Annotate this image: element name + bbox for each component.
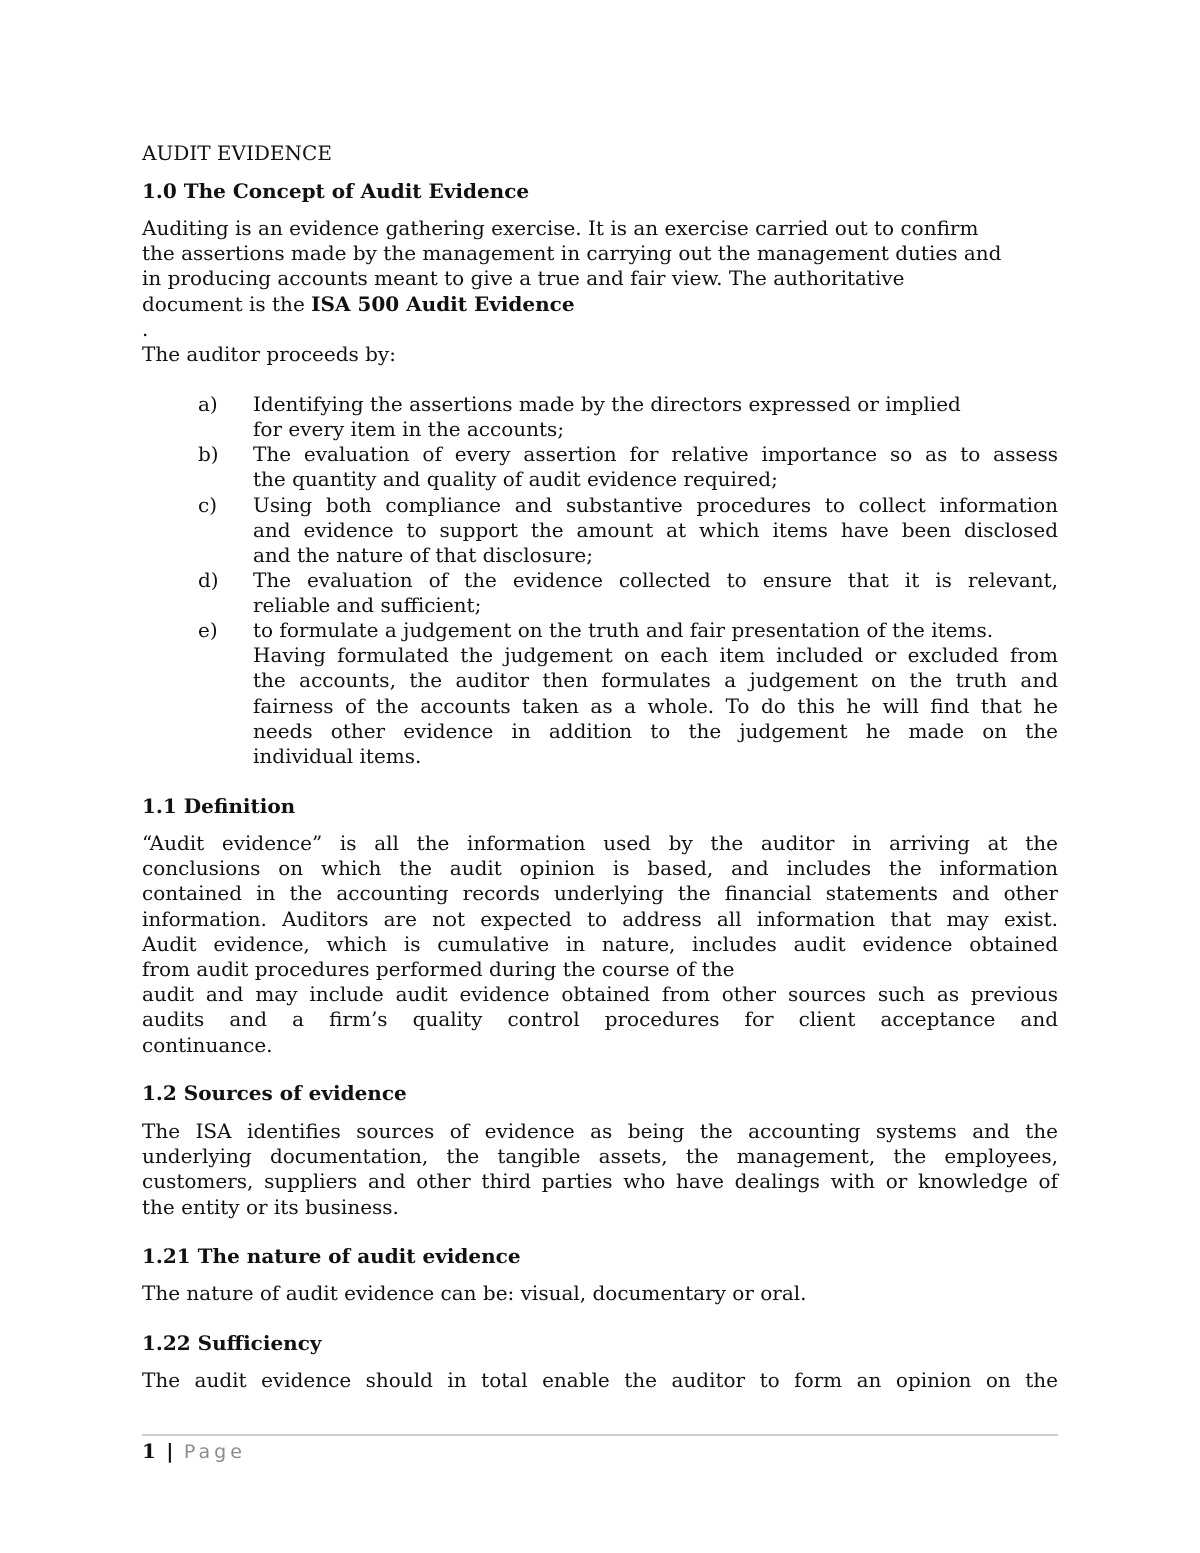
list-marker: c) [198, 493, 218, 517]
paragraph-line: conclusions on which the audit opinion is based, and includes the information [142, 856, 1058, 881]
list-item-line: The evaluation of the evidence collected to ensure that it is relevant, [253, 568, 1058, 592]
list-item-line: the accounts, the auditor then formulates a judgement on the truth and [253, 668, 1058, 693]
isa-reference: ISA 500 Audit Evidence [311, 291, 575, 316]
list-item-line: and evidence to support the amount at which items have been disclosed [253, 518, 1058, 543]
list-item-line: fairness of the accounts taken as a whole. To do this he will find that he [253, 693, 1058, 718]
page-footer [142, 1439, 246, 1464]
paragraph-nature: The nature of audit evidence can be: visual, documentary or oral. [142, 1281, 807, 1305]
paragraph-line: in producing accounts meant to give a true and fair view. The authoritative [142, 266, 905, 291]
paragraph-line: customers, suppliers and other third parties who have dealings with or knowledge of [142, 1169, 1058, 1194]
paragraph-line: the entity or its business. [142, 1194, 399, 1219]
paragraph-line: Audit evidence, which is cumulative in nature, includes audit evidence obtained [142, 931, 1058, 956]
paragraph-line: underlying documentation, the tangible assets, the management, the employees, [142, 1144, 1058, 1169]
paragraph-line: continuance. [142, 1032, 273, 1057]
list-item-line: Having formulated the judgement on each item included or excluded from [253, 643, 1058, 668]
paragraph-concept [142, 216, 1058, 367]
document-title: AUDIT EVIDENCE [142, 141, 332, 165]
paragraph-line: the assertions made by the management in carrying out the management duties and [142, 241, 1002, 266]
section-heading-1-21: 1.21 The nature of audit evidence [142, 1244, 521, 1268]
list-item-line: the quantity and quality of audit evidence required; [253, 467, 778, 492]
stray-dot: . [142, 316, 149, 341]
page-label: Page [183, 1441, 246, 1463]
footer-rule [142, 1434, 1058, 1436]
footer-separator: | [166, 1439, 174, 1463]
paragraph-sources [142, 1119, 1058, 1220]
section-heading-1-2: 1.2 Sources of evidence [142, 1081, 407, 1105]
paragraph-sufficiency [142, 1368, 1058, 1393]
list-item-line: Using both compliance and substantive procedures to collect information [253, 493, 1058, 517]
paragraph-line: from audit procedures performed during the course of the [142, 957, 735, 982]
page-number: 1 [142, 1439, 156, 1463]
list-item-line: for every item in the accounts; [253, 417, 565, 442]
paragraph-line: information. Auditors are not expected to address all information that may exist. [142, 906, 1058, 931]
paragraph-line: The ISA identifies sources of evidence as being the accounting systems and the [142, 1119, 1058, 1143]
list-marker: d) [198, 568, 219, 592]
list-item-line: needs other evidence in addition to the judgement he made on the [253, 718, 1058, 743]
paragraph-line: contained in the accounting records underlying the financial statements and other [142, 881, 1058, 906]
list-item-line: Identifying the assertions made by the directors expressed or implied [253, 392, 961, 416]
list-item-line: The evaluation of every assertion for relative importance so as to assess [253, 442, 1058, 466]
list-item-line: individual items. [253, 744, 422, 769]
paragraph-line: audit and may include audit evidence obtained from other sources such as previous [142, 982, 1058, 1007]
paragraph-text: document is the [142, 291, 312, 316]
list-marker: e) [198, 618, 218, 642]
list-marker: a) [198, 392, 218, 416]
list-item-line: and the nature of that disclosure; [253, 543, 593, 568]
list-item-line: to formulate a judgement on the truth and fair presentation of the items. [253, 618, 994, 642]
proceeds-line: The auditor proceeds by: [142, 342, 396, 367]
paragraph-line [142, 292, 1058, 317]
paragraph-line: The audit evidence should in total enable the auditor to form an opinion on the [142, 1368, 1058, 1392]
paragraph-line: audits and a firm’s quality control procedures for client acceptance and [142, 1007, 1058, 1032]
paragraph-line: Auditing is an evidence gathering exercise. It is an exercise carried out to confirm [142, 216, 979, 240]
list-item-line: reliable and sufficient; [253, 593, 482, 618]
section-heading-1-0: 1.0 The Concept of Audit Evidence [142, 179, 530, 203]
paragraph-line: “Audit evidence” is all the information used by the auditor in arriving at the [142, 831, 1058, 855]
section-heading-1-1: 1.1 Definition [142, 794, 296, 818]
paragraph-definition [142, 831, 1058, 1058]
list-marker: b) [198, 442, 219, 466]
section-heading-1-22: 1.22 Sufficiency [142, 1331, 322, 1355]
